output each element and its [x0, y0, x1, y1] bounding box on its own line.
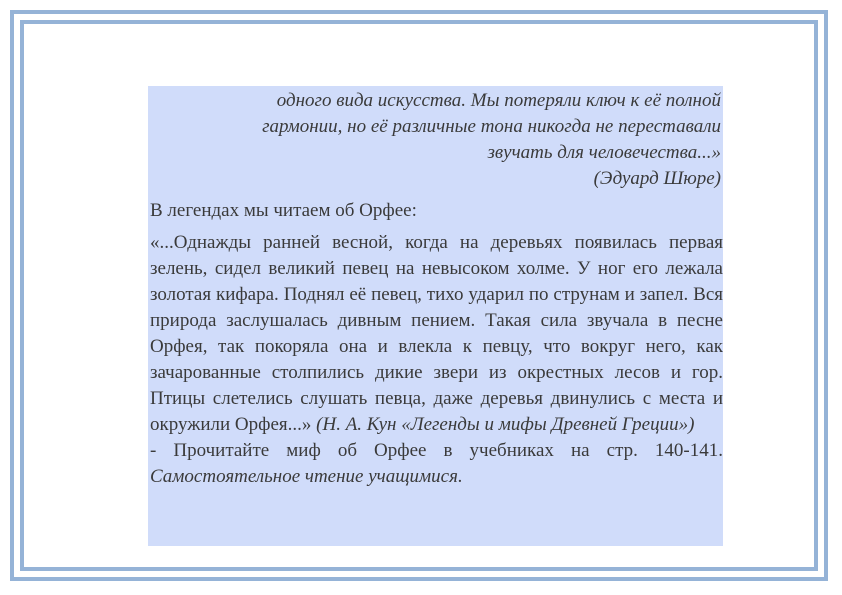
- quote-text: «...Однажды ранней весной, когда на деревьях появилась первая зелень, сидел великий певец на невысоком холме. У ног его лежала золотая кифара. Поднял её певец, тихо ударил по струнам и запел. Вся природа заслушалась дивным пением. Такая сила звучала в песне Орфея, так покоряла она и влекла к певцу, что вокруг него, как зачарованные столпились дикие звери из окрестных лесов и гор. Птицы слетелись слушать певца, даже деревья двинулись с места и окружили Орфея...»: [150, 232, 723, 435]
- epigraph-line: гармонии, но её различные тона никогда не переставали: [262, 116, 721, 137]
- epigraph-author: (Эдуард Шюре): [593, 168, 721, 189]
- epigraph-line: одного вида искусства. Мы потеряли ключ к её полной: [276, 90, 721, 111]
- task-text: - Прочитайте миф об Орфее в учебниках на стр. 140-141.: [150, 440, 723, 461]
- quote-paragraph: [150, 230, 723, 438]
- epigraph: [150, 88, 723, 166]
- quote-source: (Н. А. Кун «Легенды и мифы Древней Греции»): [316, 414, 695, 435]
- task-paragraph: [150, 438, 723, 490]
- epigraph-line: звучать для человечества...»: [487, 142, 721, 163]
- text-box: [148, 86, 723, 546]
- task-note: Самостоятельное чтение учащимися.: [150, 466, 463, 487]
- intro-text: В легендах мы читаем об Орфее:: [150, 200, 417, 221]
